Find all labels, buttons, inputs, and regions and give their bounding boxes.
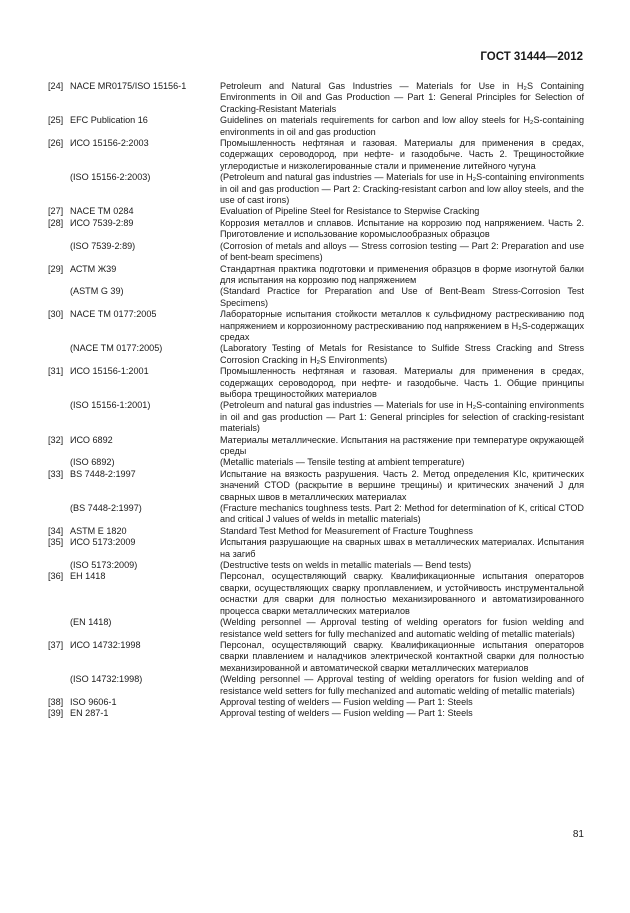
entry-document-code: ИСО 6892 bbox=[70, 434, 113, 445]
entry-document-code: (BS 7448-2:1997) bbox=[70, 503, 142, 514]
entry-title: Коррозия металлов и сплавов. Испытание на коррозию под напряжением. Часть 2. Приготовление и использование коромыслообразных образцов bbox=[220, 217, 584, 240]
entry-document-code: EN 287-1 bbox=[70, 708, 109, 719]
entry-number: [38] bbox=[48, 696, 64, 707]
entry-document-code: NACE MR0175/ISO 15156-1 bbox=[70, 81, 187, 91]
entry-document-code: (ISO 14732:1998) bbox=[70, 674, 143, 685]
entry-title: Approval testing of welders — Fusion welding — Part 1: Steels bbox=[220, 696, 473, 707]
entry-title: Испытания разрушающие на сварных швах в металлических материалах. Испытания на загиб bbox=[220, 537, 584, 559]
entry-title: Промышленность нефтяная и газовая. Материалы для применения в средах, содержащих сероводород, при нефте- и газодобыче. Часть 2. Трещиностойкие углеродистые и низколегированные стали и применение литейного чугуна bbox=[220, 138, 584, 171]
bibliography-entry bbox=[48, 400, 584, 434]
entry-number: [25] bbox=[48, 115, 64, 126]
bibliography-entry bbox=[48, 457, 584, 468]
entry-number bbox=[48, 286, 70, 309]
entry-title: Standard Test Method for Measurement of Fracture Toughness bbox=[220, 525, 473, 536]
entry-title: Petroleum and Natural Gas Industries — Materials for Use in H₂S Containing Environments in Oil and Gas Production — Part 1: General Principles for Selection of Cracking-Resistant Materials bbox=[220, 81, 584, 114]
entry-document-code: (ASTM G 39) bbox=[70, 286, 124, 297]
entry-number: [24] bbox=[48, 81, 64, 91]
bibliography-entry bbox=[48, 617, 584, 640]
bibliography-entry bbox=[48, 206, 584, 217]
entry-document-code: (ISO 15156-2:2003) bbox=[70, 172, 151, 183]
entry-number: [32] bbox=[48, 434, 64, 445]
entry-title: Стандартная практика подготовки и применения образцов в форме изогнутой балки для испытания на коррозию под напряжением bbox=[220, 263, 584, 285]
entry-number: [27] bbox=[48, 206, 64, 217]
entry-number bbox=[48, 241, 70, 264]
bibliography-list bbox=[48, 81, 584, 720]
bibliography-entry bbox=[48, 697, 584, 708]
entry-number: [30] bbox=[48, 309, 64, 320]
entry-document-code: ИСО 7539-2:89 bbox=[70, 217, 134, 228]
bibliography-entry bbox=[48, 138, 584, 172]
entry-title: Персонал, осуществляющий сварку. Квалификационные испытания операторов сварки плавлением и наладчиков электрической контактной сварки для полностью механизированной и автоматической сварки металлических материалов bbox=[220, 639, 584, 673]
bibliography-entry bbox=[48, 435, 584, 458]
bibliography-entry bbox=[48, 343, 584, 366]
bibliography-entry bbox=[48, 537, 584, 560]
entry-title: (Corrosion of metals and alloys — Stress corrosion testing — Part 2: Preparation and use of bent-beam specimens) bbox=[220, 240, 584, 263]
entry-number: [31] bbox=[48, 366, 64, 377]
entry-document-code: (EN 1418) bbox=[70, 617, 112, 628]
page-number: 81 bbox=[572, 829, 584, 840]
entry-document-code: BS 7448-2:1997 bbox=[70, 468, 136, 479]
entry-title: Evaluation of Pipeline Steel for Resistance to Stepwise Cracking bbox=[220, 206, 480, 217]
entry-number: [29] bbox=[48, 263, 64, 274]
entry-number bbox=[48, 560, 70, 571]
entry-title: Промышленность нефтяная и газовая. Материалы для применения в средах, содержащих сероводород, при нефте- и газодобыче. Часть 1. Общие принципы выбора трещиностойких материалов bbox=[220, 366, 584, 399]
bibliography-entry bbox=[48, 526, 584, 537]
entry-title: (Welding personnel — Approval testing of welding operators for fusion welding and of resistance weld setters for fully mechanized and automatic welding of metallic materials) bbox=[220, 674, 584, 696]
entry-title: (Petroleum and natural gas industries — Materials for use in H₂S-containing environments in oil and gas production — Part 2: Cracking-resistant carbon and low alloy steels, and the use of cast irons) bbox=[220, 172, 584, 206]
bibliography-entry bbox=[48, 309, 584, 343]
bibliography-entry bbox=[48, 81, 584, 115]
bibliography-entry bbox=[48, 264, 584, 287]
entry-number bbox=[48, 503, 70, 526]
entry-number bbox=[48, 400, 70, 434]
entry-title: (Petroleum and natural gas industries — Materials for use in H₂S-containing environments in oil and gas production — Part 1: General principles for selection of cracking-resistant materials) bbox=[220, 400, 584, 434]
entry-number: [39] bbox=[48, 708, 64, 719]
bibliography-entry bbox=[48, 708, 584, 719]
bibliography-entry bbox=[48, 241, 584, 264]
bibliography-entry bbox=[48, 560, 584, 571]
entry-document-code: ИСО 15156-2:2003 bbox=[70, 138, 149, 149]
bibliography-entry bbox=[48, 218, 584, 241]
entry-number bbox=[48, 674, 70, 697]
bibliography-entry bbox=[48, 115, 584, 138]
entry-document-code: ИСО 15156-1:2001 bbox=[70, 366, 149, 377]
entry-title: (Laboratory Testing of Metals for Resistance to Sulfide Stress Cracking and Stress Corrosion Cracking in H₂S Environments) bbox=[220, 343, 584, 365]
bibliography-entry bbox=[48, 469, 584, 503]
entry-number: [35] bbox=[48, 537, 64, 548]
entry-number bbox=[48, 343, 70, 366]
entry-document-code: ИСО 5173:2009 bbox=[70, 537, 136, 548]
entry-document-code: АСТМ Ж39 bbox=[70, 263, 117, 274]
document-header-standard: ГОСТ 31444—2012 bbox=[480, 51, 583, 63]
entry-title: Материалы металлические. Испытания на растяжение при температуре окружающей среды bbox=[220, 434, 584, 456]
bibliography-entry bbox=[48, 366, 584, 400]
entry-number: [34] bbox=[48, 525, 64, 536]
entry-document-code: (ISO 7539-2:89) bbox=[70, 240, 136, 251]
bibliography-entry bbox=[48, 571, 584, 617]
entry-number: [33] bbox=[48, 468, 64, 479]
entry-title: (Metallic materials — Tensile testing at ambient temperature) bbox=[220, 457, 465, 468]
bibliography-entry bbox=[48, 640, 584, 674]
entry-number: [36] bbox=[48, 571, 64, 582]
entry-document-code: (ISO 15156-1:2001) bbox=[70, 400, 151, 411]
entry-document-code: ISO 9606-1 bbox=[70, 696, 117, 707]
entry-number: [37] bbox=[48, 639, 64, 650]
entry-title: (Standard Practice for Preparation and Use of Bent-Beam Stress-Corrosion Test Specimens) bbox=[220, 286, 584, 308]
entry-document-code: NACE TM 0284 bbox=[70, 206, 134, 217]
entry-number: [26] bbox=[48, 138, 64, 149]
entry-title: Guidelines on materials requirements for carbon and low alloy steels for H₂S-containing environments in oil and gas production bbox=[220, 115, 584, 137]
bibliography-entry bbox=[48, 286, 584, 309]
entry-document-code: (ISO 6892) bbox=[70, 457, 115, 468]
entry-document-code: NACE ТМ 0177:2005 bbox=[70, 309, 157, 320]
bibliography-entry bbox=[48, 172, 584, 206]
entry-document-code: ИСО 14732:1998 bbox=[70, 639, 141, 650]
entry-title: (Welding personnel — Approval testing of welding operators for fusion welding and resistance weld setters for fully mechanized and automatic welding of metallic materials) bbox=[220, 617, 584, 639]
entry-title: Персонал, осуществляющий сварку. Квалификационные испытания операторов сварки, осуществляющих сварку проплавлением, и устойчивость инструментальной оснастки для сварки для полностью механизированного и автоматизированного процесса сварки металлических материалов bbox=[220, 571, 584, 616]
entry-document-code: (ISO 5173:2009) bbox=[70, 560, 138, 571]
bibliography-entry bbox=[48, 503, 584, 526]
entry-document-code: (NACE TM 0177:2005) bbox=[70, 343, 163, 354]
bibliography-entry bbox=[48, 674, 584, 697]
entry-title: Approval testing of welders — Fusion welding — Part 1: Steels bbox=[220, 708, 473, 719]
entry-title: Лабораторные испытания стойкости металлов к сульфидному растрескиванию под напряжением и коррозионному растрескиванию под напряжением в H₂S-содержащих средах bbox=[220, 309, 584, 342]
entry-title: (Destructive tests on welds in metallic materials — Bend tests) bbox=[220, 560, 472, 571]
entry-title: (Fracture mechanics toughness tests. Part 2: Method for determination of K, critical CTOD and critical J values of welds in metallic materials) bbox=[220, 503, 584, 525]
entry-number bbox=[48, 457, 70, 468]
entry-number: [28] bbox=[48, 217, 64, 228]
entry-title: Испытание на вязкость разрушения. Часть 2. Метод определения KIc, критических значений CTOD (раскрытие в вершине трещины) и критических значений J для сварных швов в металлических материалах bbox=[220, 468, 584, 502]
entry-document-code: ASTM E 1820 bbox=[70, 525, 127, 536]
entry-document-code: ЕН 1418 bbox=[70, 571, 106, 582]
entry-document-code: EFC Publication 16 bbox=[70, 115, 148, 126]
entry-number bbox=[48, 172, 70, 206]
entry-number bbox=[48, 617, 70, 640]
